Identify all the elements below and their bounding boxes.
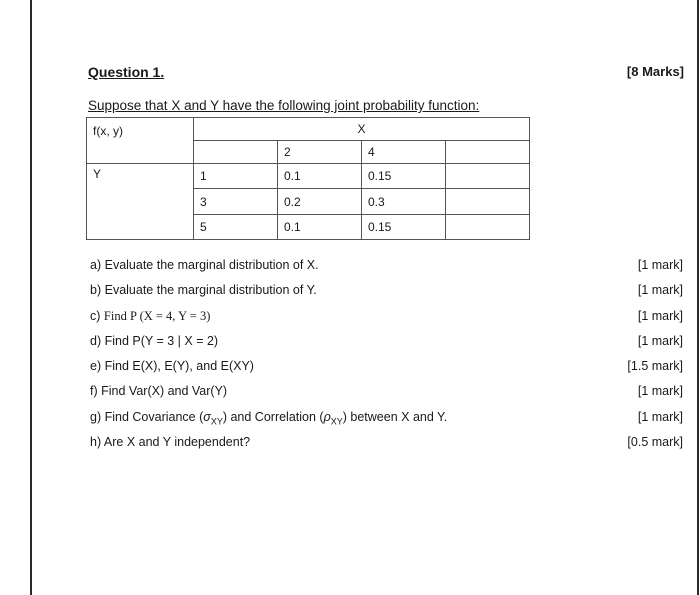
question-item-c	[90, 309, 690, 334]
question-text: Find Var(X) and Var(Y)	[101, 384, 228, 399]
x-value-cell: 2	[278, 141, 362, 164]
question-title: Question 1.	[88, 64, 165, 80]
empty-cell	[446, 214, 530, 239]
right-border	[697, 0, 699, 595]
x-header: X	[194, 118, 530, 141]
probability-cell: 0.1	[278, 164, 362, 189]
question-list	[90, 258, 690, 460]
probability-cell: 0.1	[278, 214, 362, 239]
question-item-d	[90, 334, 690, 359]
probability-cell: 0.2	[278, 189, 362, 214]
question-label: h)	[90, 435, 102, 450]
left-border	[30, 0, 32, 595]
sigma-symbol: σ	[203, 409, 211, 424]
empty-cell	[194, 141, 278, 164]
question-mark: [1 mark]	[637, 283, 683, 298]
probability-cell: 0.15	[362, 214, 446, 239]
rho-subscript: XY	[330, 416, 343, 427]
question-mark: [1 mark]	[637, 409, 683, 424]
question-item-b	[90, 283, 690, 308]
question-text: Find Covariance	[104, 409, 196, 424]
empty-cell	[446, 164, 530, 189]
x-value-cell: 4	[362, 141, 446, 164]
question-text: between X and Y.	[350, 409, 448, 424]
question-mark: [1 mark]	[637, 384, 683, 399]
question-label: d)	[90, 333, 102, 348]
question-mark: [1 mark]	[637, 258, 683, 272]
empty-cell	[446, 141, 530, 164]
probability-cell: 0.15	[362, 164, 446, 189]
table-row	[87, 164, 530, 189]
y-value-cell: 3	[194, 189, 278, 214]
question-text: Evaluate the marginal distribution of Y.	[104, 283, 317, 298]
question-text: and Correlation	[230, 409, 316, 424]
question-label: c)	[90, 308, 101, 323]
question-text: Are X and Y independent?	[103, 435, 251, 450]
total-marks: [8 Marks]	[626, 64, 684, 79]
question-item-g: g) Find Covariance $(\sigma_{XY})$ and Correlation $(\rho_{XY})$ between X and Y. [1 mark]	[90, 409, 683, 427]
question-label: b)	[90, 283, 102, 298]
empty-cell	[446, 189, 530, 214]
joint-probability-table	[86, 117, 530, 240]
question-item-h	[90, 435, 690, 460]
question-mark: [1 mark]	[637, 308, 683, 323]
y-value-cell: 1	[194, 164, 278, 189]
question-label: e)	[90, 359, 102, 374]
y-label: Y	[87, 164, 194, 240]
rho-symbol: ρ	[323, 409, 331, 424]
question-item-a	[90, 258, 690, 283]
question-text: Evaluate the marginal distribution of X.	[104, 258, 319, 272]
question-label: g)	[90, 409, 102, 424]
y-value-cell: 5	[194, 214, 278, 239]
probability-cell: 0.3	[362, 189, 446, 214]
question-mark: [1 mark]	[637, 333, 683, 348]
question-mark: [1.5 mark]	[627, 359, 683, 374]
question-mark: [0.5 mark]	[627, 435, 683, 450]
intro-text: Suppose that X and Y have the following joint probability function:	[88, 98, 480, 113]
fxy-label: f(x, y)	[87, 118, 194, 164]
question-label: f)	[90, 384, 98, 399]
question-item-f	[90, 384, 690, 409]
sigma-subscript: XY	[210, 416, 223, 427]
question-item-e	[90, 359, 690, 384]
question-text: Find P (X = 4, Y = 3)	[103, 308, 211, 323]
question-text: Find E(X), E(Y), and E(XY)	[104, 359, 254, 374]
question-label: a)	[90, 258, 102, 272]
question-text: Find P(Y = 3 | X = 2)	[104, 333, 219, 348]
table-row	[87, 118, 530, 141]
